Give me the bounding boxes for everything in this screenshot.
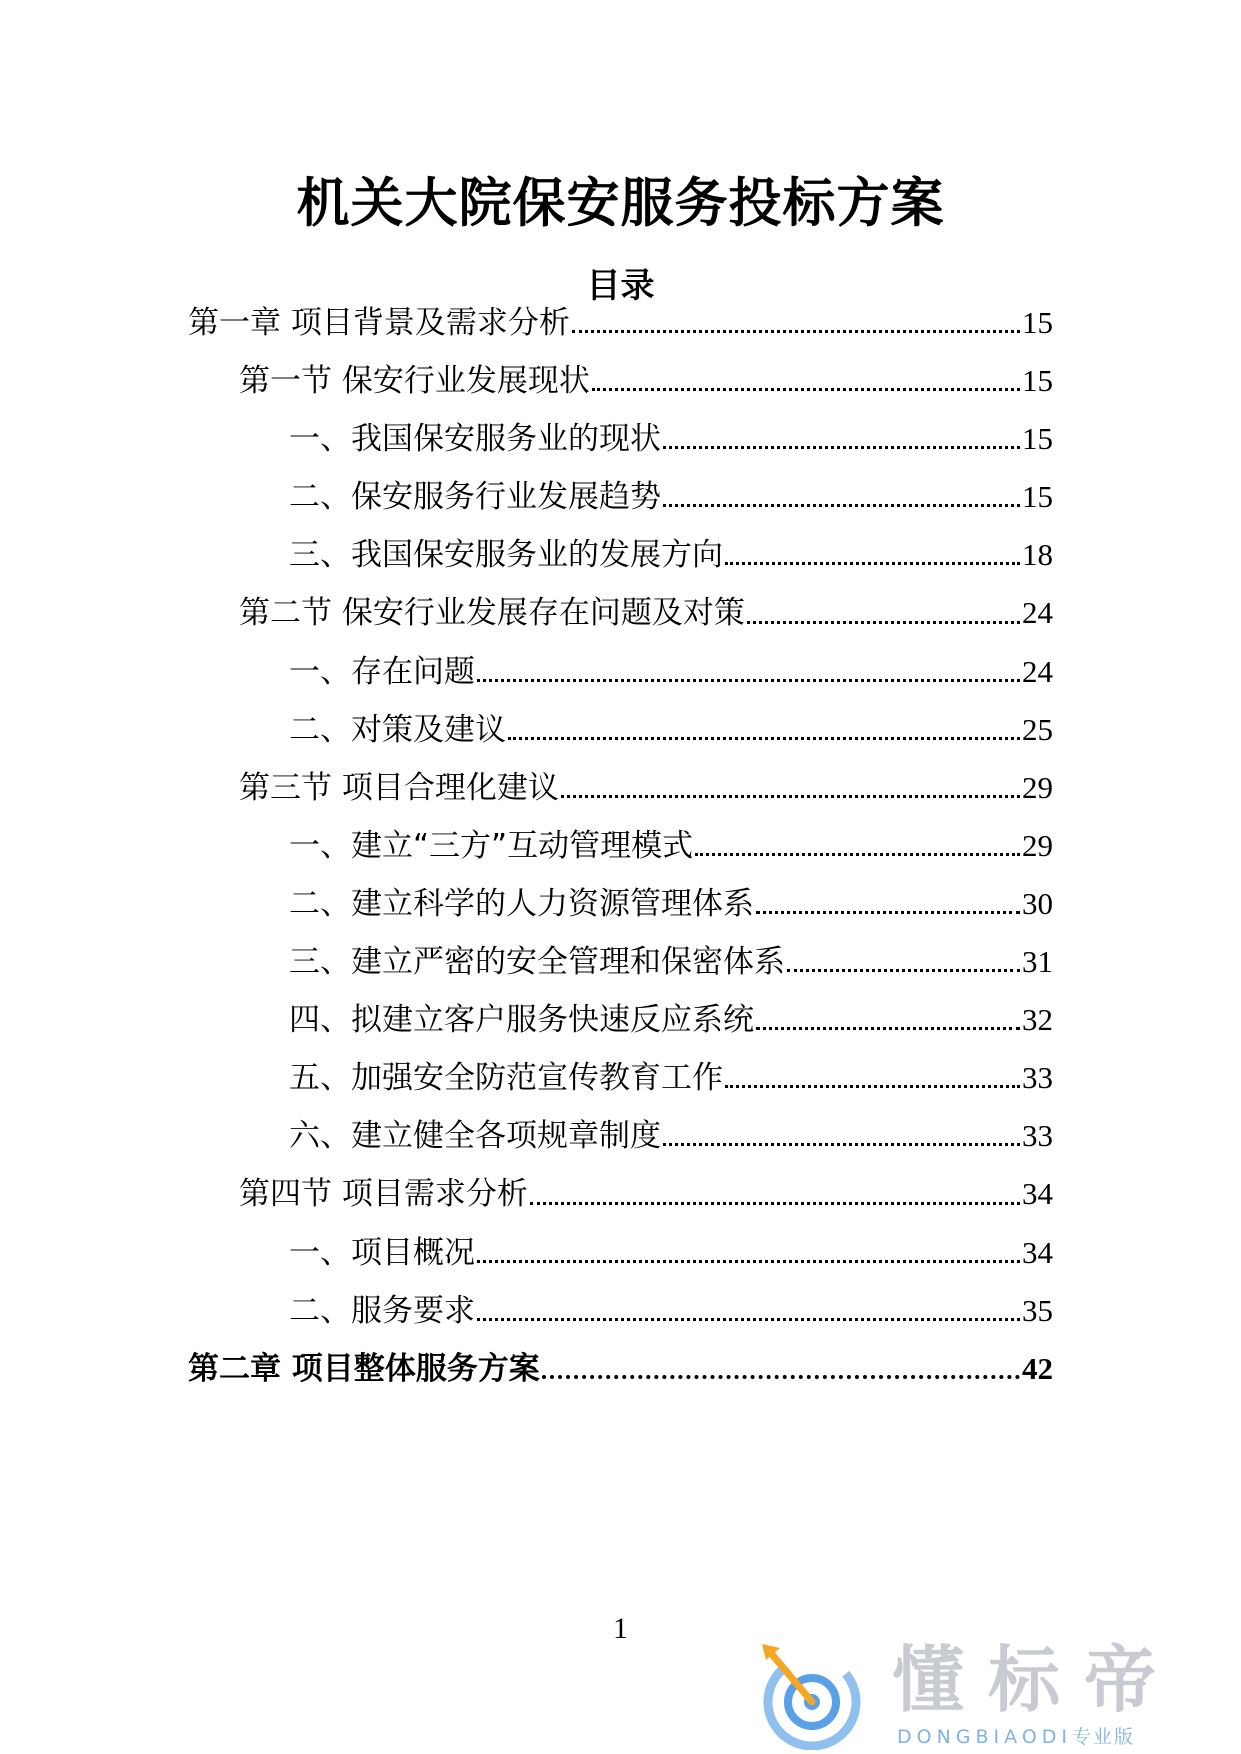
toc-entry-label: 三、建立严密的安全管理和保密体系 xyxy=(289,944,785,980)
toc-dot-leader xyxy=(592,388,1020,391)
toc-entry[interactable] xyxy=(289,815,1053,863)
toc-entry[interactable] xyxy=(289,408,1053,456)
toc-entry-page: 15 xyxy=(1022,421,1053,457)
toc-dot-leader xyxy=(663,504,1020,507)
toc-entry[interactable] xyxy=(188,1338,1053,1386)
toc-entry-label: 四、拟建立客户服务快速反应系统 xyxy=(289,1002,754,1039)
toc-dot-leader xyxy=(477,1260,1020,1263)
document-title: 机关大院保安服务投标方案 xyxy=(296,173,945,234)
toc-entry-page: 18 xyxy=(1022,537,1053,573)
toc-entry[interactable] xyxy=(239,1164,1053,1212)
target-logo-icon xyxy=(752,1640,872,1750)
toc-dot-leader xyxy=(508,737,1020,740)
toc-entry-label: 二、保安服务行业发展趋势 xyxy=(289,479,661,516)
toc-entry-page: 33 xyxy=(1022,1060,1053,1096)
toc-entry-page: 33 xyxy=(1022,1118,1053,1154)
toc-entry-page: 15 xyxy=(1022,304,1053,340)
toc-dot-leader xyxy=(561,795,1020,798)
toc-entry-page: 30 xyxy=(1022,885,1053,921)
toc-entry-page: 24 xyxy=(1022,653,1053,689)
watermark-subtitle xyxy=(897,1728,1135,1747)
toc-entry[interactable] xyxy=(239,583,1053,631)
toc-entry-label: 第一节 保安行业发展现状 xyxy=(239,363,590,399)
toc-entry[interactable] xyxy=(289,873,1053,921)
toc-entry[interactable] xyxy=(188,292,1053,340)
toc-entry[interactable] xyxy=(239,757,1053,805)
toc-entry-page: 24 xyxy=(1022,595,1053,631)
toc-dot-leader xyxy=(787,969,1020,972)
toc-entry-page: 32 xyxy=(1022,1002,1053,1038)
toc-entry-page: 29 xyxy=(1022,827,1053,863)
page-number: 1 xyxy=(613,1612,628,1645)
toc-entry-label: 第二节 保安行业发展存在问题及对策 xyxy=(239,595,745,632)
toc-entry-label: 第四节 项目需求分析 xyxy=(239,1176,528,1213)
toc-entry[interactable] xyxy=(289,1280,1053,1328)
toc-entry-page: 34 xyxy=(1022,1176,1053,1212)
toc-entry[interactable] xyxy=(289,466,1053,514)
toc-entry-label: 一、建立“三方”互动管理模式 xyxy=(289,827,694,864)
toc-entry-label: 一、存在问题 xyxy=(289,653,475,690)
watermark xyxy=(742,1640,1232,1750)
toc-dot-leader xyxy=(695,853,1020,856)
toc-entry[interactable] xyxy=(289,931,1053,979)
toc-dot-leader xyxy=(530,1202,1020,1205)
toc-dot-leader xyxy=(756,911,1020,914)
toc-entry-label: 第三节 项目合理化建议 xyxy=(239,769,559,806)
toc-dot-leader xyxy=(477,679,1020,682)
toc-entry-label: 二、建立科学的人力资源管理体系 xyxy=(289,885,754,922)
toc-entry-page: 42 xyxy=(1022,1350,1053,1386)
toc-entry-page: 15 xyxy=(1022,363,1053,398)
toc-entry-page: 34 xyxy=(1022,1234,1053,1270)
toc-entry-label: 二、服务要求 xyxy=(289,1292,475,1329)
watermark-sub-cn: 专业版 xyxy=(1072,1726,1136,1748)
toc-entry-label: 一、项目概况 xyxy=(289,1234,475,1271)
toc-dot-leader xyxy=(725,1085,1020,1088)
toc-entry[interactable] xyxy=(289,699,1053,747)
toc-entry-page: 15 xyxy=(1022,479,1053,515)
toc-entry-label: 二、对策及建议 xyxy=(289,711,506,748)
toc-entry-label: 五、加强安全防范宣传教育工作 xyxy=(289,1060,723,1097)
toc-dot-leader xyxy=(725,562,1020,565)
toc-entry-label: 一、我国保安服务业的现状 xyxy=(289,421,661,458)
toc-dot-leader xyxy=(542,1375,1020,1379)
toc-entry[interactable] xyxy=(289,524,1053,572)
toc-dot-leader xyxy=(747,621,1020,624)
toc-entry-label: 第一章 项目背景及需求分析 xyxy=(188,304,570,341)
toc-dot-leader xyxy=(663,446,1020,449)
toc-entry-page: 35 xyxy=(1022,1292,1053,1328)
toc-dot-leader xyxy=(477,1318,1020,1321)
toc-entry-page: 29 xyxy=(1022,769,1053,805)
toc-entry[interactable] xyxy=(289,1105,1053,1153)
toc-entry-page: 25 xyxy=(1022,711,1053,747)
watermark-brand: 懂标帝 xyxy=(892,1638,1181,1722)
toc-entry-label: 第二章 项目整体服务方案 xyxy=(188,1350,540,1387)
toc-dot-leader xyxy=(663,1143,1020,1146)
toc-dot-leader xyxy=(572,330,1020,333)
toc-entry-page: 31 xyxy=(1022,944,1053,979)
toc-heading: 目录 xyxy=(586,266,655,306)
toc-entry-label: 三、我国保安服务业的发展方向 xyxy=(289,537,723,574)
toc-entry[interactable] xyxy=(289,641,1053,689)
toc-entry[interactable] xyxy=(289,989,1053,1037)
toc-entry[interactable] xyxy=(239,350,1053,398)
watermark-sub-latin: DONGBIAODI xyxy=(897,1726,1073,1748)
toc-entry[interactable] xyxy=(289,1047,1053,1095)
toc-entry-label: 六、建立健全各项规章制度 xyxy=(289,1118,661,1155)
toc-dot-leader xyxy=(756,1027,1020,1030)
toc-entry[interactable] xyxy=(289,1222,1053,1270)
